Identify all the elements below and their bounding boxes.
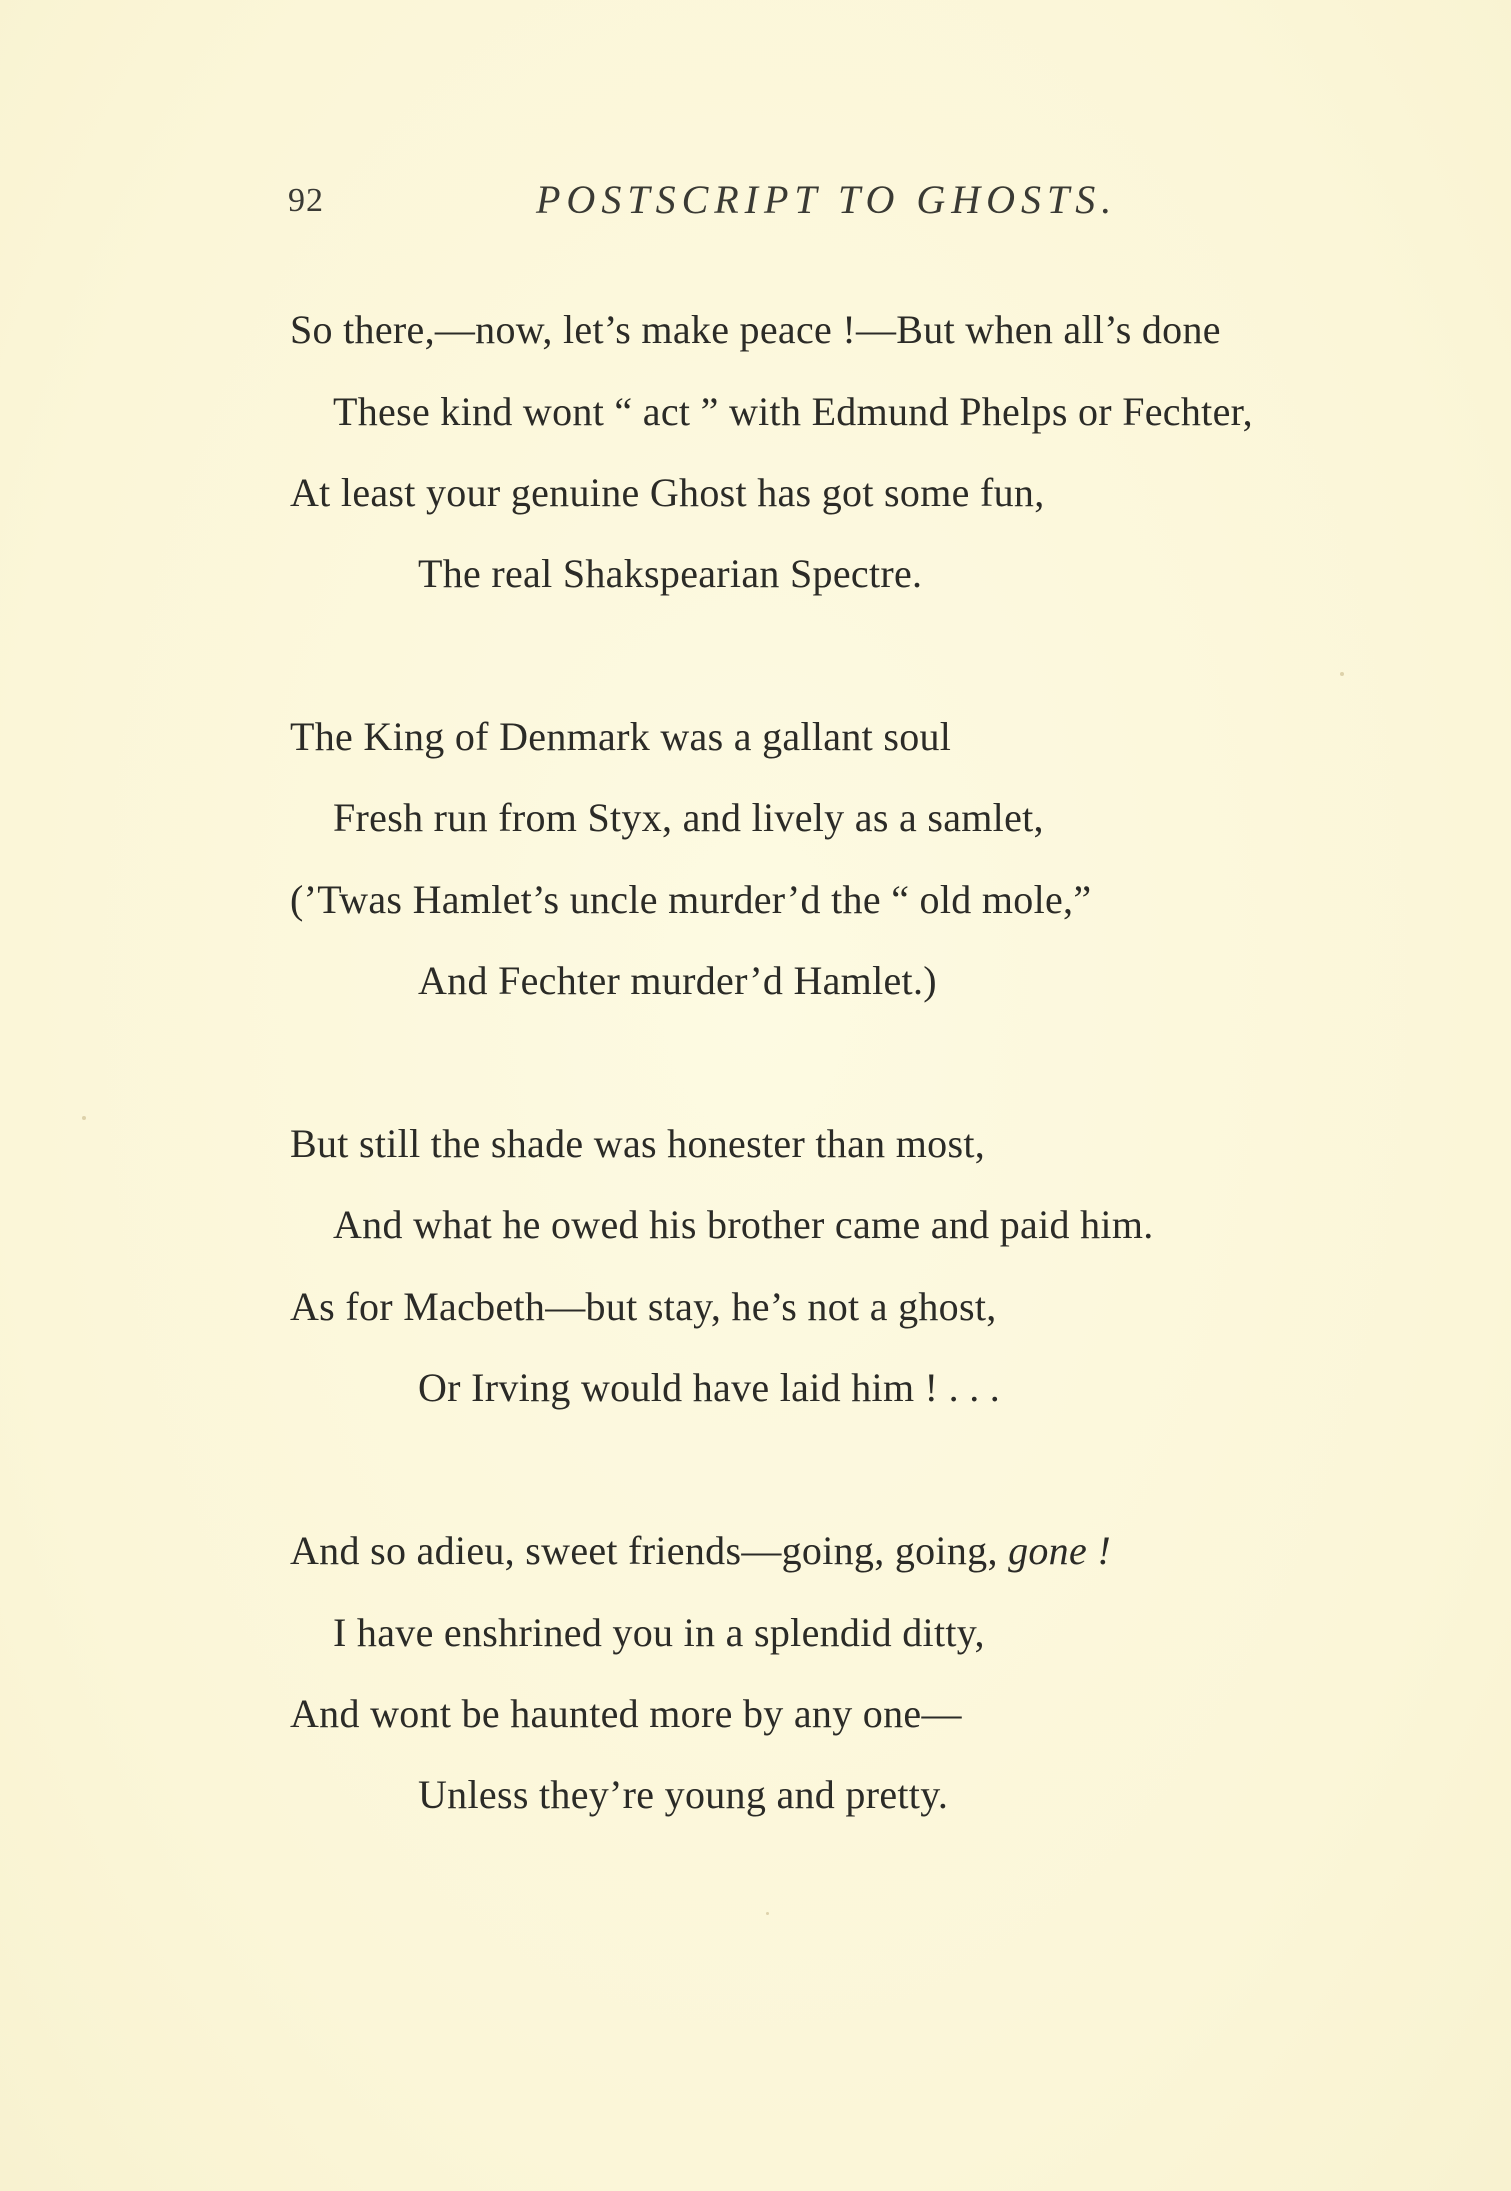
poem-line: These kind wont “ act ” with Edmund Phelps or Fechter, [333, 389, 1253, 434]
poem-line: The real Shakspearian Spectre. [418, 551, 923, 596]
paper-speck [766, 1912, 769, 1915]
page-number: 92 [288, 182, 324, 219]
running-title: POSTSCRIPT TO GHOSTS. [536, 177, 1118, 222]
paper-speck [82, 1116, 86, 1120]
poem-line: At least your genuine Ghost has got some fun, [290, 470, 1045, 515]
poem-line [290, 1527, 1111, 1574]
poem-line: Unless they’re young and pretty. [418, 1772, 949, 1817]
poem-line: I have enshrined you in a splendid ditty, [333, 1610, 985, 1655]
poem-line: And wont be haunted more by any one— [290, 1691, 962, 1736]
emphasis-gone: gone ! [1008, 1528, 1111, 1573]
poem-line: Or Irving would have laid him ! . . . [418, 1365, 1001, 1410]
poem-line-text: And so adieu, sweet friends—going, going, [290, 1528, 1009, 1573]
poem-line: The King of Denmark was a gallant soul [290, 714, 952, 759]
poem-line: But still the shade was honester than most, [290, 1121, 986, 1166]
poem-line: As for Macbeth—but stay, he’s not a ghost, [290, 1284, 997, 1329]
poem-line: So there,—now, let’s make peace !—But when all’s done [290, 307, 1221, 352]
poem-line: (’Twas Hamlet’s uncle murder’d the “ old mole,” [290, 877, 1092, 922]
paper-speck [1340, 672, 1344, 676]
poem-line: And what he owed his brother came and paid him. [333, 1202, 1154, 1247]
poem-line: And Fechter murder’d Hamlet.) [418, 958, 937, 1003]
poem-line: Fresh run from Styx, and lively as a samlet, [333, 795, 1044, 840]
page-header [0, 176, 1511, 226]
